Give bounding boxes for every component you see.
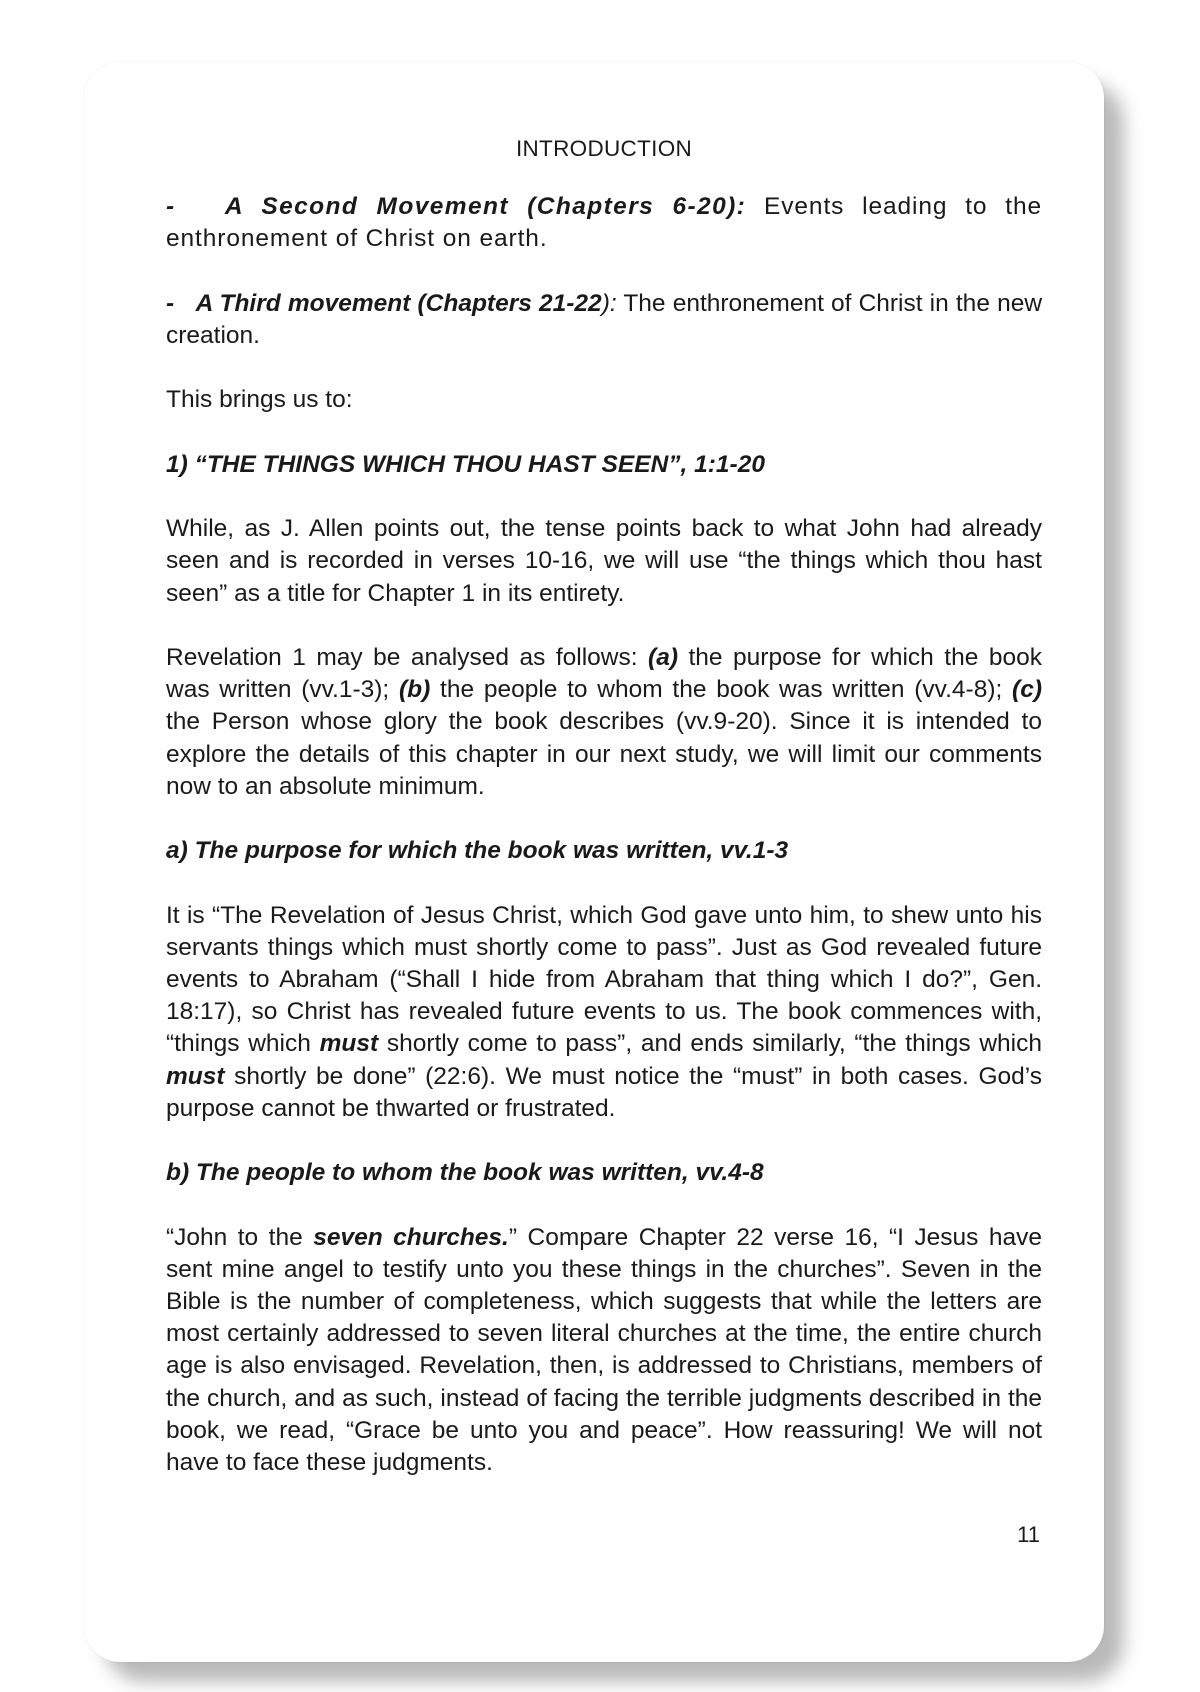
analysis-text-4: the Person whose glory the book describes (vv.9-20). Since it is intended to explore the details of this chapter in our next study, we will limit our comments now to an absolute minimum. xyxy=(166,708,1042,800)
movement-third xyxy=(166,288,1042,352)
paragraph-people xyxy=(166,1222,1042,1480)
purpose-text-2: shortly come to pass”, and ends similarly, “the things which xyxy=(378,1030,1042,1058)
purpose-emphasis-must-1: must xyxy=(319,1030,379,1058)
movement-third-dash: - xyxy=(166,289,175,317)
movement-third-title-end: ): xyxy=(601,289,617,317)
movement-second-title: A Second Movement (Chapters 6-20): xyxy=(224,193,747,221)
page-content xyxy=(166,133,1042,1511)
paragraph-purpose xyxy=(166,900,1042,1125)
analysis-text-1: Revelation 1 may be analysed as follows: xyxy=(166,643,649,671)
people-text-2: ” Compare Chapter 22 verse 16, “I Jesus have sent mine angel to testify unto you these things in the churches”. Seven in the Bible is the number of completeness, which suggests that while the letters are most certainly addressed to seven literal churches at the time, the entire church age is also envisaged. Revelation, then, is addressed to Christians, members of the church, and as such, instead of facing the terrible judgments described in the book, we read, “Grace be unto you and peace”. How reassuring! We will not have to face these judgments. xyxy=(166,1223,1042,1476)
paragraph-allen: While, as J. Allen points out, the tense points back to what John had already seen and is recorded in verses 10-16, we will use “the things which thou hast seen” as a title for Chapter 1 in its entirety. xyxy=(166,515,1042,607)
analysis-text-3: the people to whom the book was written (vv.4-8); xyxy=(430,676,1013,704)
analysis-marker-b: (b) xyxy=(398,676,431,704)
movement-second xyxy=(166,191,1042,255)
purpose-emphasis-must-2: must xyxy=(166,1062,225,1090)
intro-line: This brings us to: xyxy=(166,386,353,414)
subheading-people: b) The people to whom the book was written, vv.4-8 xyxy=(166,1159,764,1187)
section-heading: 1) “THE THINGS WHICH THOU HAST SEEN”, 1:1-20 xyxy=(166,450,765,478)
running-head: INTRODUCTION xyxy=(515,136,693,161)
movement-second-dash: - xyxy=(166,193,175,221)
purpose-text-1: It is “The Revelation of Jesus Christ, which God gave unto him, to shew unto his servants things which must shortly come to pass”. Just as God revealed future events to Abraham (“Shall I hide from Abraham that thing which I do?”, Gen. 18:17), so Christ has revealed future events to us. The book commences with, “things which xyxy=(166,901,1042,1058)
people-text-1: “John to the xyxy=(166,1223,314,1251)
movement-second-text: Events leading to the enthronement of Christ on earth. xyxy=(166,193,1043,253)
analysis-text-2: the purpose for which the book was written (vv.1-3); xyxy=(166,643,1042,704)
analysis-marker-a: (a) xyxy=(648,643,678,671)
purpose-text-3: shortly be done” (22:6). We must notice the “must” in both cases. God’s purpose cannot be thwarted or frustrated. xyxy=(166,1062,1042,1122)
movement-third-title: A Third movement (Chapters 21-22 xyxy=(195,289,602,317)
analysis-marker-c: (c) xyxy=(1012,676,1042,704)
paragraph-analysis xyxy=(166,642,1042,803)
movement-third-text: The enthronement of Christ in the new creation. xyxy=(166,289,1043,349)
page-number: 11 xyxy=(1017,1522,1040,1547)
subheading-purpose: a) The purpose for which the book was written, vv.1-3 xyxy=(166,837,789,865)
people-emphasis-seven-churches: seven churches. xyxy=(313,1223,509,1251)
